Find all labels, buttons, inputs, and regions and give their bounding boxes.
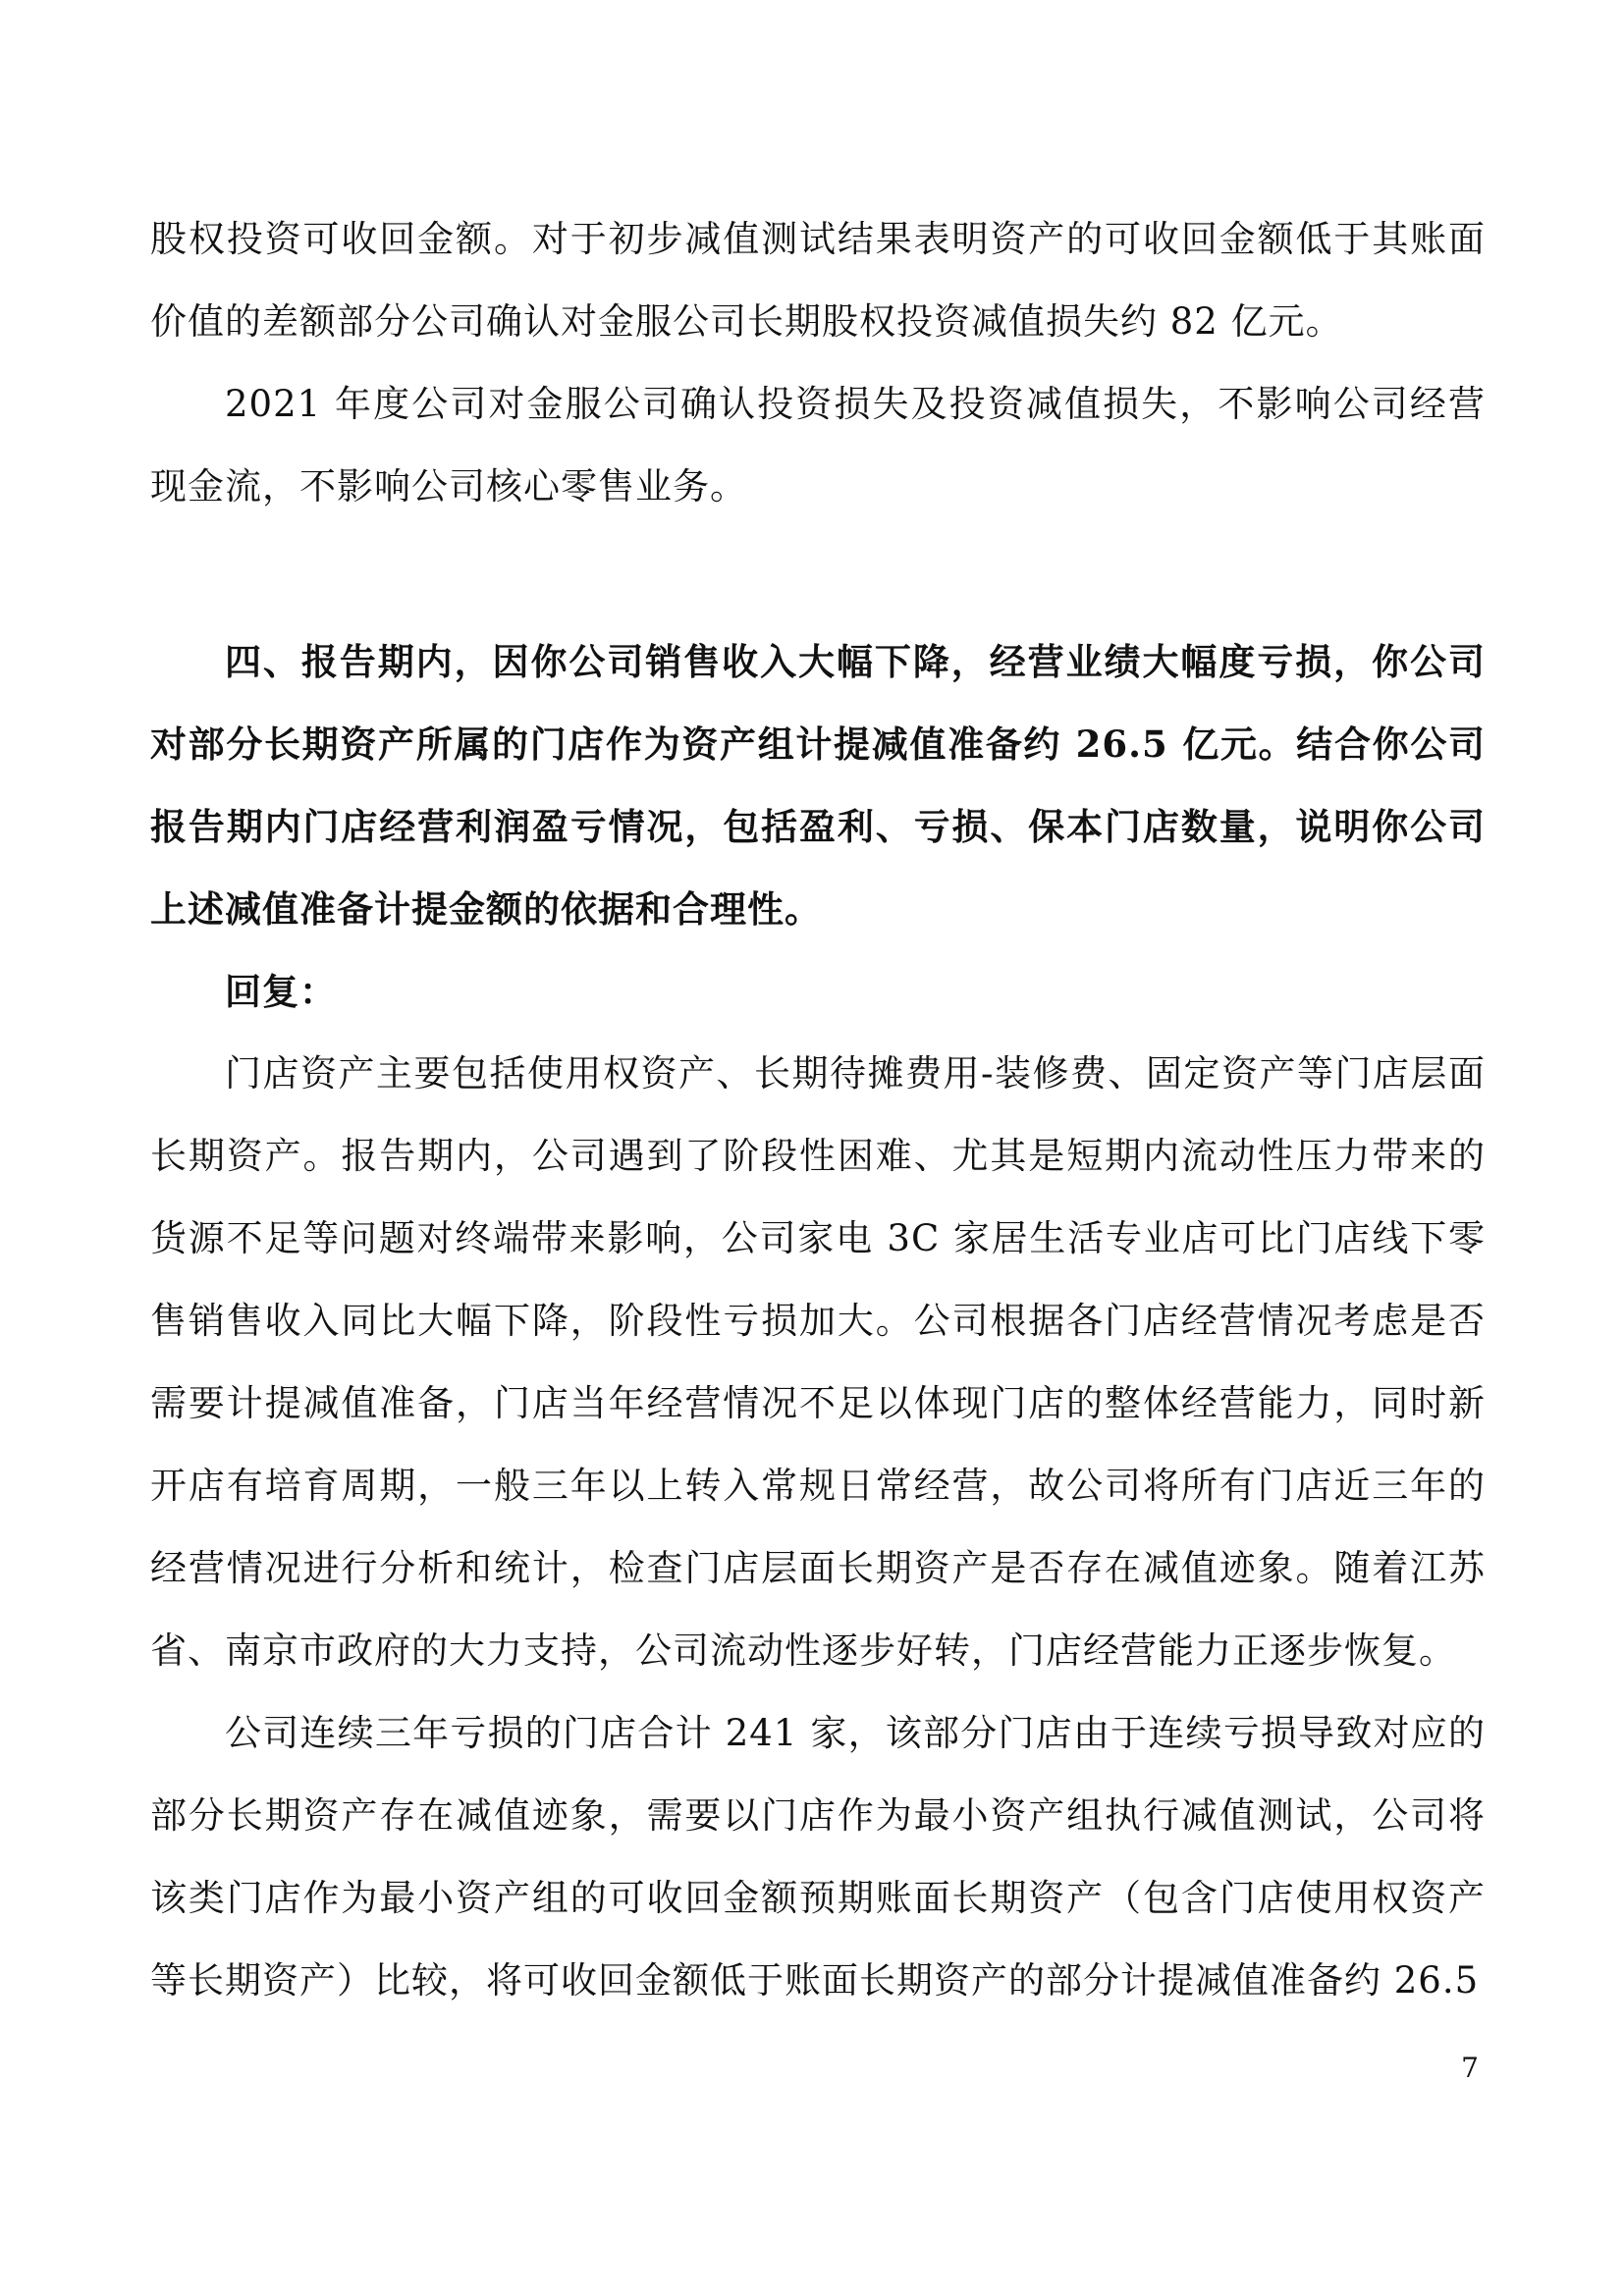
paragraph-loss-stores: 公司连续三年亏损的门店合计 241 家，该部分门店由于连续亏损导致对应的部分长期资产存在减值迹象，需要以门店作为最小资产组执行减值测试，公司将该类门店作为最小资产组的可收回金额预期账面长期资产（包含门店使用权资产等长期资产）比较，将可收回金额低于账面长期资产的部分计提减值准备约 26.5: [150, 1712, 1486, 2002]
paragraph-investment-loss: 2021 年度公司对金服公司确认投资损失及投资减值损失，不影响公司经营现金流，不影响公司核心零售业务。: [150, 383, 1486, 507]
paragraph-store-assets: 门店资产主要包括使用权资产、长期待摊费用-装修费、固定资产等门店层面长期资产。报告期内，公司遇到了阶段性困难、尤其是短期内流动性压力带来的货源不足等问题对终端带来影响，公司家电 3C 家居生活专业店可比门店线下零售销售收入同比大幅下降，阶段性亏损加大。公司根据各门店经营情况考虑是否需要计提减值准备，门店当年经营情况不足以体现门店的整体经营能力，同时新开店有培育周期，一般三年以上转入常规日常经营，故公司将所有门店近三年的经营情况进行分析和统计，检查门店层面长期资产是否存在减值迹象。随着江苏省、南京市政府的大力支持，公司流动性逐步好转，门店经营能力正逐步恢复。: [150, 1052, 1486, 1672]
reply-label: 回复：: [225, 970, 337, 1013]
question-four: [150, 620, 1486, 950]
text-section-top: [150, 198, 1486, 528]
question-text: 四、报告期内，因你公司销售收入大幅下降，经营业绩大幅度亏损，你公司对部分长期资产所属的门店作为资产组计提减值准备约 26.5 亿元。结合你公司报告期内门店经营利润盈亏情况，包括盈利、亏损、保本门店数量，说明你公司上述减值准备计提金额的依据和合理性。: [150, 640, 1486, 931]
page-number: 7: [1461, 2052, 1479, 2084]
paragraph-impairment-continued: 股权投资可收回金额。对于初步减值测试结果表明资产的可收回金额低于其账面价值的差额部分公司确认对金服公司长期股权投资减值损失约 82 亿元。: [150, 218, 1486, 343]
reply-section: [150, 950, 1486, 2022]
